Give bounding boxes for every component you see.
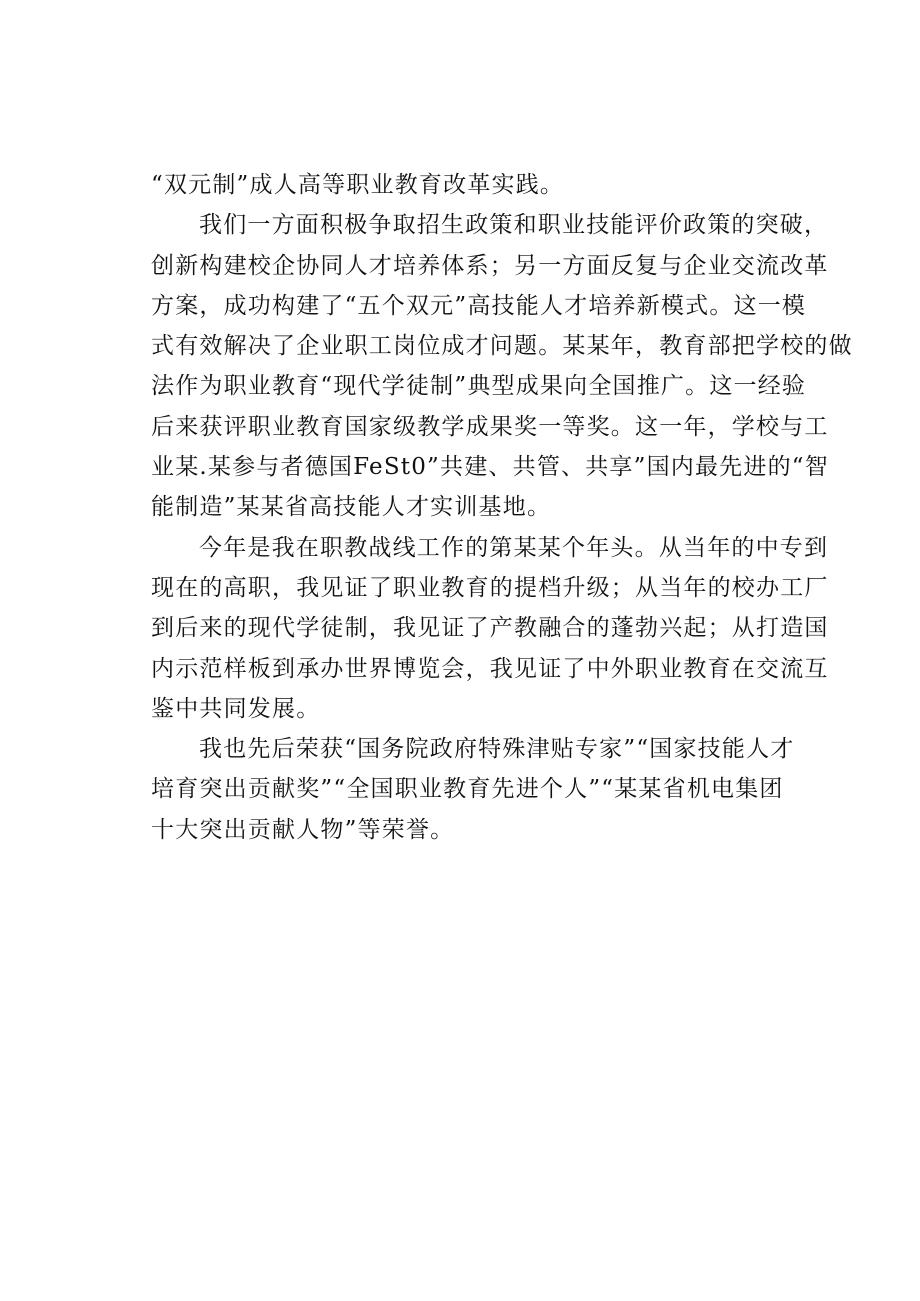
paragraph-line: 法作为职业教育“现代学徒制”典型成果向全国推广。这一经验 — [151, 373, 807, 400]
paragraph-line: 方案，成功构建了“五个双元”高技能人才培养新模式。这一模 — [151, 292, 807, 319]
paragraph-line: 我也先后荣获“国务院政府特殊津贴专家”“国家技能人才 — [199, 736, 795, 763]
paragraph-line: 我们一方面积极争取招生政策和职业技能评价政策的突破， — [199, 212, 829, 239]
paragraph-1 — [151, 165, 811, 205]
paragraph-line: 能制造”某某省高技能人才实训基地。 — [151, 494, 552, 521]
paragraph-line: 创新构建校企协同人才培养体系；另一方面反复与企业交流改革 — [151, 252, 829, 279]
paragraph-line: 鉴中共同发展。 — [151, 695, 321, 722]
document-body — [151, 165, 853, 850]
paragraph-line: 培育突出贡献奖”“全国职业教育先进个人”“某某省机电集团 — [151, 776, 784, 803]
paragraph-line: 现在的高职，我见证了职业教育的提档升级；从当年的校办工厂 — [151, 574, 829, 601]
paragraph-line: 内示范样板到承办世界博览会，我见证了中外职业教育在交流互 — [151, 655, 829, 682]
paragraph-line: 式有效解决了企业职工岗位成才问题。某某年，教育部把学校的做 — [151, 333, 853, 360]
paragraph-line: 后来获评职业教育国家级教学成果奖一等奖。这一年，学校与工 — [151, 413, 829, 440]
paragraph-line: 十大突出贡献人物”等荣誉。 — [151, 816, 455, 843]
paragraph-2 — [151, 205, 853, 527]
paragraph-3 — [151, 528, 829, 729]
paragraph-line: 到后来的现代学徒制，我见证了产教融合的蓬勃兴起；从打造国 — [151, 615, 829, 642]
paragraph-4 — [151, 729, 811, 850]
paragraph-line: 今年是我在职教战线工作的第某某个年头。从当年的中专到 — [199, 534, 829, 561]
paragraph-line: “双元制”成人高等职业教育改革实践。 — [151, 172, 565, 198]
paragraph-line: 业某.某参与者德国FeSt0”共建、共管、共享”国内最先进的“智 — [151, 454, 829, 481]
